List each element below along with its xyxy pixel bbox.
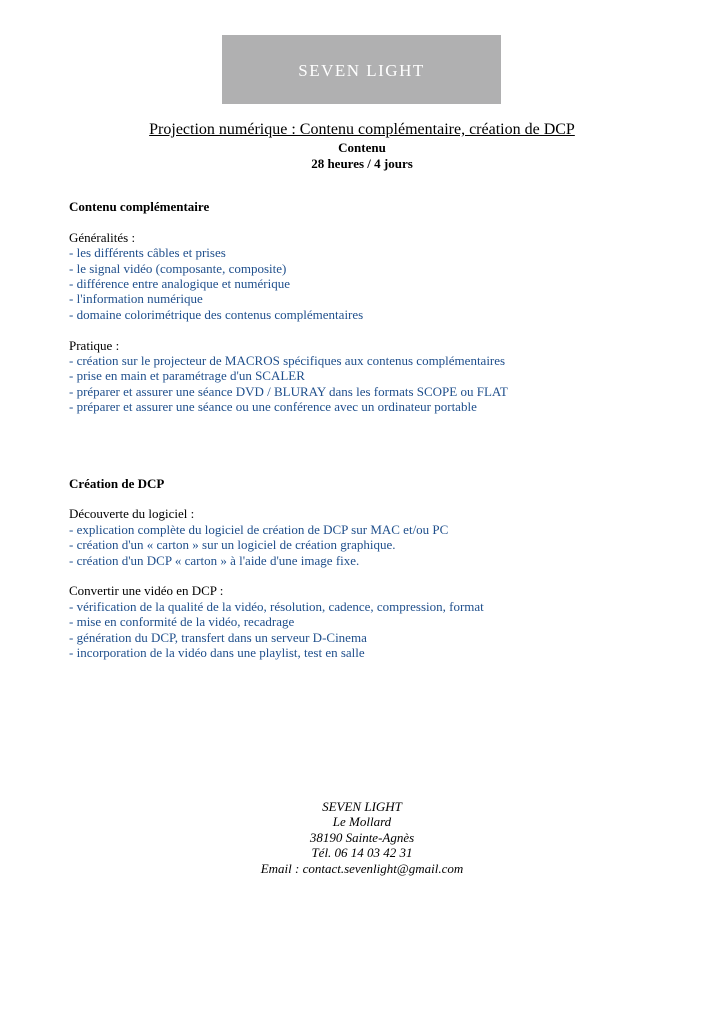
course-duration: 28 heures / 4 jours [311,156,413,171]
list-item: - préparer et assurer une séance DVD / BLURAY dans les formats SCOPE ou FLAT [69,383,508,399]
list-item: - création d'un « carton » sur un logiciel de création graphique. [69,537,396,553]
page-subtitle: Contenu [338,140,386,155]
list-item: - différence entre analogique et numérique [69,276,291,292]
list-item: - l'information numérique [69,291,203,307]
list-item: - les différents câbles et prises [69,245,226,261]
section-heading: Création de DCP [69,475,165,491]
footer-address-line2: 38190 Sainte-Agnès [309,829,415,845]
footer-contact [0,799,724,876]
group-label: Généralités : [69,229,136,245]
list-item: - incorporation de la vidéo dans une playlist, test en salle [69,645,365,661]
footer-company: SEVEN LIGHT [322,799,402,814]
list-item: - prise en main et paramétrage d'un SCALER [69,368,305,384]
group-label: Convertir une vidéo en DCP : [69,583,224,599]
footer-address-line1: Le Mollard [332,814,392,830]
footer-phone: Tél. 06 14 03 42 31 [311,845,413,861]
list-item: - vérification de la qualité de la vidéo, résolution, cadence, compression, format [69,598,484,614]
document-body [69,199,689,661]
list-item: - domaine colorimétrique des contenus complémentaires [69,306,364,322]
list-item: - le signal vidéo (composante, composite) [69,260,287,276]
company-logo [222,35,501,104]
title-block [0,120,724,172]
list-item: - mise en conformité de la vidéo, recadrage [69,614,295,630]
list-item: - création d'un DCP « carton » à l'aide d'une image fixe. [69,552,360,568]
page-title: Projection numérique : Contenu complémentaire, création de DCP [149,121,575,138]
list-item: - préparer et assurer une séance ou une conférence avec un ordinateur portable [69,399,477,415]
logo-text: SEVEN LIGHT [298,60,425,80]
section-heading: Contenu complémentaire [69,199,210,214]
footer-email: Email : contact.sevenlight@gmail.com [260,860,464,876]
list-item: - génération du DCP, transfert dans un serveur D-Cinema [69,629,367,645]
group-label: Découverte du logiciel : [69,506,195,522]
list-item: - création sur le projecteur de MACROS spécifiques aux contenus complémentaires [69,353,506,369]
group-label: Pratique : [69,337,120,353]
list-item: - explication complète du logiciel de création de DCP sur MAC et/ou PC [69,521,449,537]
